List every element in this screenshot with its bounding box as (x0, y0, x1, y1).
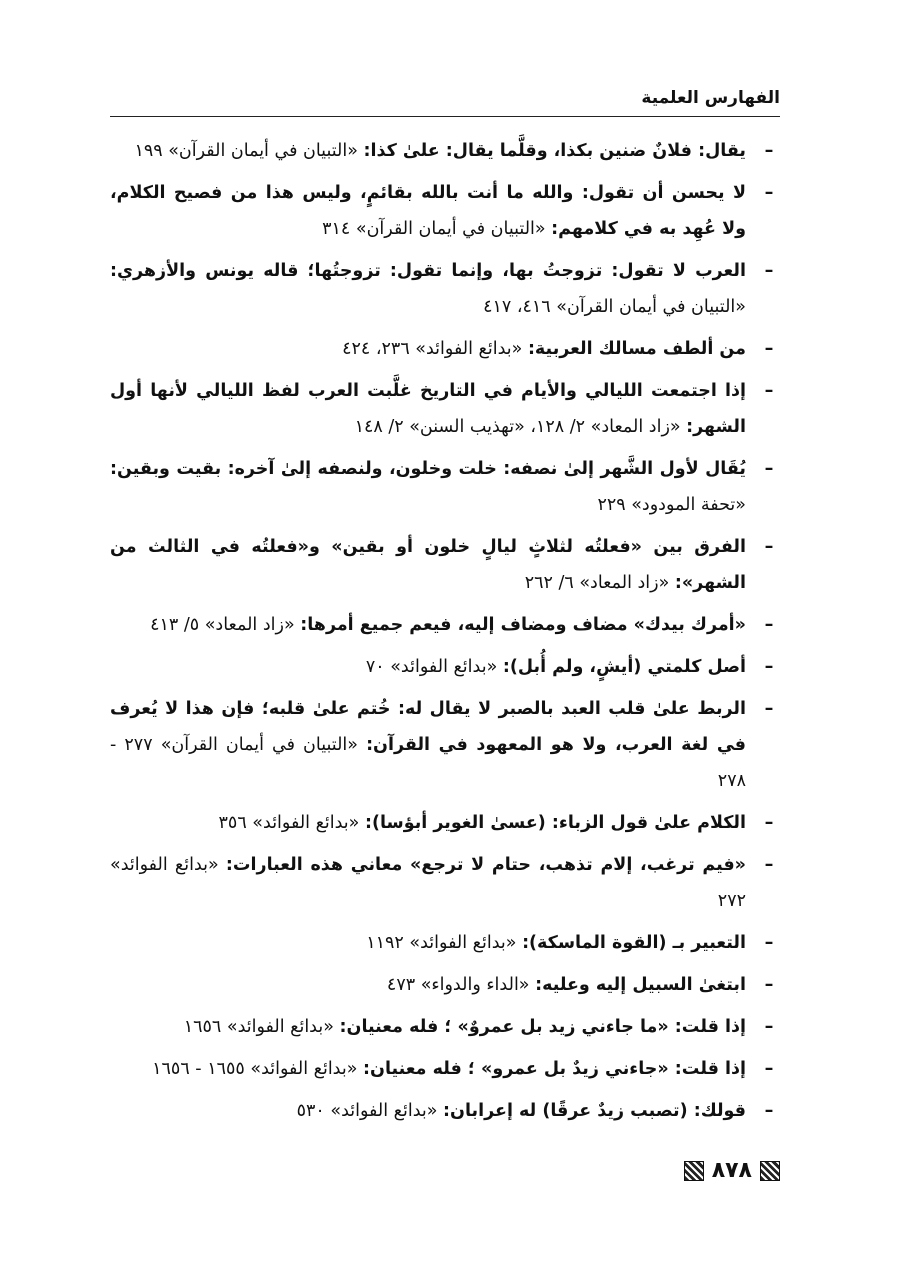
page (110, 86, 780, 1135)
list-item (110, 805, 780, 841)
running-header: الفهارس العلمية (110, 86, 780, 117)
entry-source: «التبيان في أيمان القرآن» ٣١٤ (322, 219, 552, 239)
entry-source: «بدائع الفوائد» ١١٩٢ (366, 933, 523, 953)
entry-source: «زاد المعاد» ٢/ ١٢٨، «تهذيب السنن» ٢/ ١٤٨ (354, 417, 687, 437)
dash-icon: – (764, 537, 774, 557)
entry-text: التعبير بـ (القوة الماسكة): (522, 933, 746, 953)
entry-source: «بدائع الفوائد» ١٦٥٥ - ١٦٥٦ (152, 1059, 364, 1079)
entry-source: «بدائع الفوائد» ٣٥٦ (218, 813, 365, 833)
entry-text: لا يحسن أن تقول: والله ما أنت بالله بقائمٍ، وليس هذا من فصيح الكلام، ولا عُهِد به في كلامهم: (110, 183, 746, 239)
entry-text: إذا قلت: «ما جاءني زيد بل عمروٌ» ؛ فله معنيان: (339, 1017, 746, 1037)
entry-source: «تحفة المودود» ٢٢٩ (597, 495, 746, 515)
dash-icon: – (764, 699, 774, 719)
entry-text: إذا قلت: «جاءني زيدٌ بل عمرو» ؛ فله معنيان: (363, 1059, 746, 1079)
dash-icon: – (764, 261, 774, 281)
dash-icon: – (764, 615, 774, 635)
entry-text: «فيم ترغب، إلام تذهب، حتام لا ترجع» معاني هذه العبارات: (225, 855, 746, 875)
dash-icon: – (764, 1101, 774, 1121)
entry-source: «التبيان في أيمان القرآن» ٢٧٧ - ٢٧٨ (110, 735, 746, 791)
list-item (110, 691, 780, 799)
dash-icon: – (764, 1059, 774, 1079)
entry-source: «الداء والدواء» ٤٧٣ (386, 975, 536, 995)
list-item (110, 1093, 780, 1129)
list-item (110, 451, 780, 523)
entry-source: «بدائع الفوائد» ٧٠ (365, 657, 503, 677)
entry-text: أصل كلمتي (أيشٍ، ولم أُبل): (502, 657, 746, 677)
list-item (110, 133, 780, 169)
list-item (110, 253, 780, 325)
list-item (110, 175, 780, 247)
entry-source: «بدائع الفوائد» ٥٣٠ (296, 1101, 444, 1121)
page-number: ٨٧٨ (711, 1158, 752, 1183)
page-footer (684, 1158, 780, 1183)
dash-icon: – (764, 855, 774, 875)
list-item (110, 847, 780, 919)
dash-icon: – (764, 975, 774, 995)
entry-text: يقال: فلانٌ ضنين بكذا، وقلَّما يقال: علىٰ كذا: (363, 141, 746, 161)
entry-text: «أمرك بيدك» مضاف ومضاف إليه، فيعم جميع أمرها: (300, 615, 746, 635)
entry-text: الكلام علىٰ قول الزباء: (عسىٰ الغوير أبؤسا): (364, 813, 746, 833)
entry-source: «زاد المعاد» ٦/ ٢٦٢ (524, 573, 675, 593)
entry-text: العرب لا تقول: تزوجتُ بها، وإنما تقول: تزوجتُها؛ قاله يونس والأزهري: (110, 261, 746, 281)
list-item (110, 1009, 780, 1045)
entry-text: الفرق بين «فعلتُه لثلاثٍ ليالٍ خلون أو بقين» و«فعلتُه في الثالث من الشهر»: (110, 537, 746, 593)
list-item (110, 607, 780, 643)
index-entries (110, 133, 780, 1129)
dash-icon: – (764, 1017, 774, 1037)
dash-icon: – (764, 813, 774, 833)
ornament-icon (684, 1161, 704, 1181)
list-item (110, 529, 780, 601)
entry-text: يُقَال لأول الشَّهر إلىٰ نصفه: خلت وخلون، ولنصفه إلىٰ آخره: بقيت وبقين: (110, 459, 746, 479)
entry-text: إذا اجتمعت الليالي والأيام في التاريخ غلَّبت العرب لفظ الليالي لأنها أول الشهر: (110, 381, 746, 437)
entry-source: «التبيان في أيمان القرآن» ١٩٩ (134, 141, 364, 161)
dash-icon: – (764, 183, 774, 203)
entry-source: «بدائع الفوائد» ٢٧٢ (110, 855, 746, 911)
dash-icon: – (764, 339, 774, 359)
list-item (110, 1051, 780, 1087)
ornament-icon (760, 1161, 780, 1181)
list-item (110, 649, 780, 685)
entry-source: «بدائع الفوائد» ١٦٥٦ (183, 1017, 340, 1037)
entry-source: «زاد المعاد» ٥/ ٤١٣ (150, 615, 301, 635)
entry-source: «التبيان في أيمان القرآن» ٤١٦، ٤١٧ (483, 297, 746, 317)
list-item (110, 331, 780, 367)
entry-text: قولك: (تصبب زيدٌ عرقًا) له إعرابان: (443, 1101, 746, 1121)
entry-text: الربط علىٰ قلب العبد بالصبر لا يقال له: خُتم علىٰ قلبه؛ فإن هذا لا يُعرف في لغة العرب، ولا هو المعهود في القرآن: (110, 699, 746, 755)
dash-icon: – (764, 657, 774, 677)
list-item (110, 967, 780, 1003)
dash-icon: – (764, 459, 774, 479)
entry-text: من ألطف مسالك العربية: (527, 339, 746, 359)
entry-source: «بدائع الفوائد» ٢٣٦، ٤٢٤ (342, 339, 528, 359)
dash-icon: – (764, 381, 774, 401)
list-item (110, 373, 780, 445)
dash-icon: – (764, 933, 774, 953)
list-item (110, 925, 780, 961)
entry-text: ابتغىٰ السبيل إليه وعليه: (535, 975, 746, 995)
dash-icon: – (764, 141, 774, 161)
